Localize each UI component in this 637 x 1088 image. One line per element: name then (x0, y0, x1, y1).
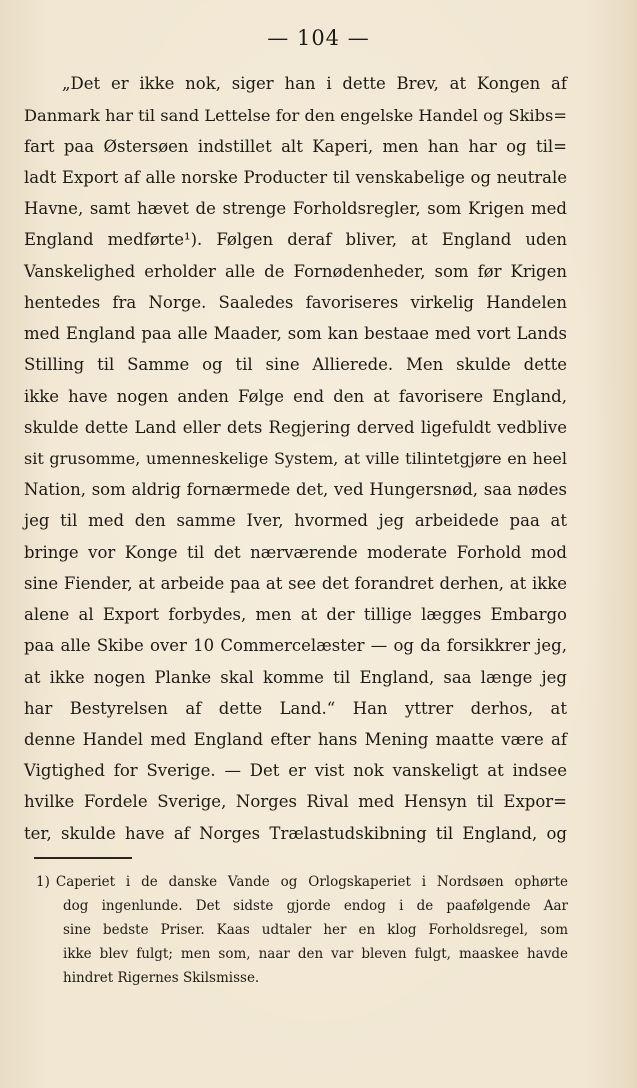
text-line: sit grusomme, umenneskelige System, at ville tilintetgjøre en heel (24, 449, 567, 468)
text-line: paa alle Skibe over 10 Commercelæster — og da forsikkrer jeg, (24, 636, 567, 655)
text-line: Stilling til Samme og til sine Allierede. Men skulde dette (24, 355, 567, 374)
text-line: alene al Export forbydes, men at der tillige lægges Embargo (24, 605, 567, 624)
text-line: Nation, som aldrig fornærmede det, ved Hungersnød, saa nødes (24, 480, 567, 499)
footnote-line: hindret Rigernes Skilsmisse. (63, 970, 260, 986)
text-line: Danmark har til sand Lettelse for den engelske Handel og Skibs= (24, 106, 567, 125)
text-line: „Det er ikke nok, siger han i dette Brev, at Kongen af (62, 74, 567, 93)
footnote-line: ikke blev fulgt; men som, naar den var bleven fulgt, maaskee havde (63, 946, 568, 962)
text-line: bringe vor Konge til det nærværende moderate Forhold mod (24, 543, 567, 562)
footnote-line: sine bedste Priser. Kaas udtaler her en klog Forholdsregel, som (63, 922, 568, 938)
text-line: fart paa Østersøen indstillet alt Kaperi, men han har og til= (24, 137, 567, 156)
text-line: sine Fiender, at arbeide paa at see det forandret derhen, at ikke (24, 574, 567, 593)
page-number: — 104 — (267, 26, 370, 50)
text-line: ladt Export af alle norske Producter til venskabelige og neutrale (24, 168, 567, 187)
text-line: skulde dette Land eller dets Regjering derved ligefuldt vedblive (24, 418, 567, 437)
text-line: Havne, samt hævet de strenge Forholdsregler, som Krigen med (24, 199, 567, 218)
text-line: Vanskelighed erholder alle de Fornødenheder, som før Krigen (24, 262, 567, 281)
text-line: Vigtighed for Sverige. — Det er vist nok vanskeligt at indsee (24, 761, 567, 780)
footnote-divider (34, 857, 132, 859)
text-line: jeg til med den samme Iver, hvormed jeg arbeidede paa at (24, 511, 567, 530)
footnote-line (36, 870, 568, 894)
text-line: denne Handel med England efter hans Mening maatte være af (24, 730, 567, 749)
text-line: hentedes fra Norge. Saaledes favoriseres virkelig Handelen (24, 293, 567, 312)
text-line: hvilke Fordele Sverige, Norges Rival med Hensyn til Expor= (24, 792, 567, 811)
text-line: har Bestyrelsen af dette Land.“ Han yttrer derhos, at (24, 699, 567, 718)
text-line: med England paa alle Maader, som kan bestaae med vort Lands (24, 324, 567, 343)
footnote-marker: 1) (36, 874, 50, 890)
text-line: ikke have nogen anden Følge end den at favorisere England, (24, 387, 567, 406)
text-line: England medførte¹). Følgen deraf bliver, at England uden (24, 230, 567, 249)
footnote-line: dog ingenlunde. Det sidste gjorde endog i de paafølgende Aar (63, 898, 568, 914)
text-line: ter, skulde have af Norges Trælastudskibning til England, og (24, 824, 567, 843)
footnote-line-text: Caperiet i de danske Vande og Orlogskaperiet i Nordsøen ophørte (55, 874, 568, 890)
text-line: at ikke nogen Planke skal komme til England, saa længe jeg (24, 668, 567, 687)
